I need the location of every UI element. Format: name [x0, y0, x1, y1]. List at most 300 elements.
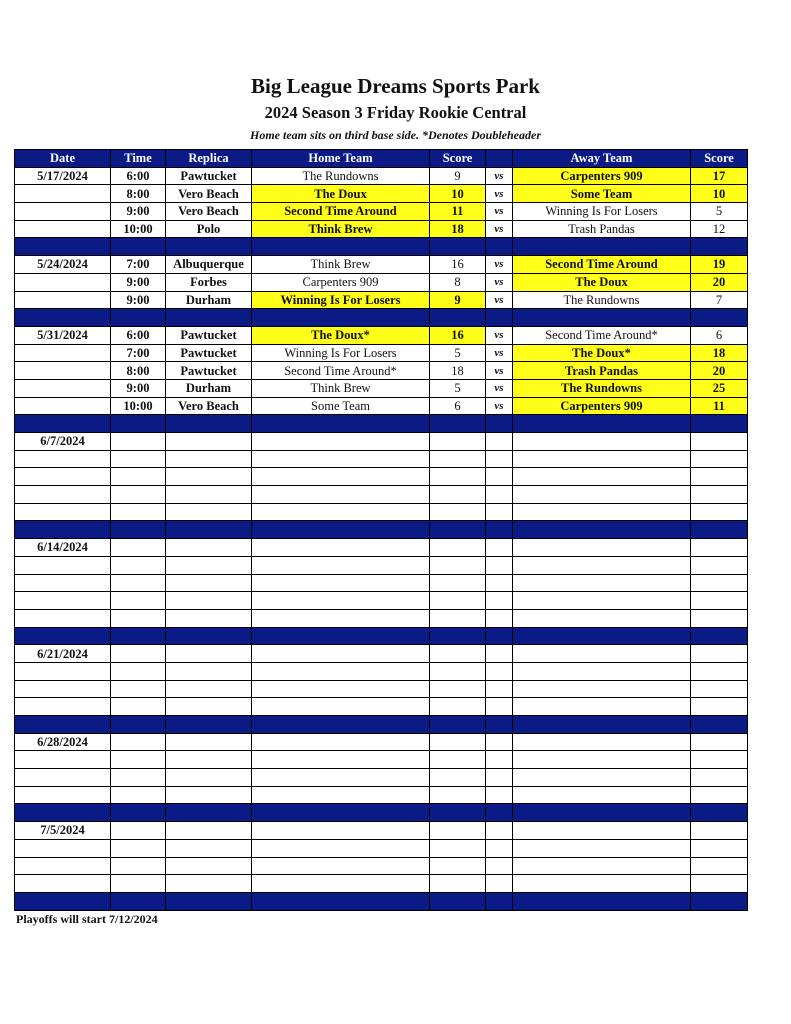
- time-cell: 6:00: [111, 326, 166, 344]
- divider-cell: [15, 716, 111, 734]
- vs-cell: vs: [486, 326, 513, 344]
- schedule-note: Home team sits on third base side. *Denotes Doubleheader: [250, 128, 541, 142]
- home-team-cell: [252, 468, 430, 486]
- table-row: [15, 769, 748, 787]
- away-score-cell: [691, 468, 748, 486]
- divider-cell: [252, 521, 430, 539]
- date-cell: [15, 362, 111, 380]
- date-cell: [15, 574, 111, 592]
- divider-cell: [486, 521, 513, 539]
- divider-cell: [430, 627, 486, 645]
- home-score-cell: [430, 822, 486, 840]
- divider-cell: [691, 804, 748, 822]
- divider-cell: [166, 627, 252, 645]
- divider-cell: [486, 892, 513, 910]
- replica-cell: [166, 769, 252, 787]
- time-cell: [111, 751, 166, 769]
- away-team-cell: Second Time Around: [513, 256, 691, 274]
- divider-cell: [111, 521, 166, 539]
- home-team-cell: Carpenters 909: [252, 273, 430, 291]
- away-score-cell: 17: [691, 167, 748, 185]
- week-divider-row: [15, 238, 748, 256]
- home-score-cell: 5: [430, 344, 486, 362]
- home-score-cell: [430, 733, 486, 751]
- table-row: [15, 433, 748, 451]
- divider-cell: [513, 892, 691, 910]
- home-team-cell: Think Brew: [252, 220, 430, 238]
- replica-cell: [166, 751, 252, 769]
- date-cell: [15, 875, 111, 893]
- vs-cell: [486, 574, 513, 592]
- divider-cell: [15, 627, 111, 645]
- date-cell: [15, 662, 111, 680]
- table-row: [15, 203, 748, 221]
- away-team-cell: The Rundowns: [513, 379, 691, 397]
- table-row: [15, 362, 748, 380]
- away-team-cell: [513, 769, 691, 787]
- time-cell: 7:00: [111, 344, 166, 362]
- home-team-cell: [252, 645, 430, 663]
- time-cell: [111, 486, 166, 504]
- home-team-cell: [252, 698, 430, 716]
- divider-cell: [166, 716, 252, 734]
- time-cell: 10:00: [111, 397, 166, 415]
- home-team-cell: [252, 733, 430, 751]
- page-subtitle: 2024 Season 3 Friday Rookie Central: [264, 103, 527, 122]
- home-score-cell: [430, 433, 486, 451]
- vs-cell: [486, 556, 513, 574]
- away-score-cell: [691, 539, 748, 557]
- home-team-cell: Think Brew: [252, 256, 430, 274]
- time-cell: [111, 769, 166, 787]
- replica-cell: Vero Beach: [166, 397, 252, 415]
- vs-cell: [486, 875, 513, 893]
- replica-cell: [166, 698, 252, 716]
- away-team-cell: [513, 450, 691, 468]
- col-away-score: Score: [691, 150, 748, 168]
- table-row: [15, 733, 748, 751]
- home-score-cell: 8: [430, 273, 486, 291]
- date-cell: 6/7/2024: [15, 433, 111, 451]
- date-cell: 7/5/2024: [15, 822, 111, 840]
- time-cell: [111, 839, 166, 857]
- table-row: [15, 273, 748, 291]
- divider-cell: [111, 309, 166, 327]
- week-divider-row: [15, 804, 748, 822]
- divider-cell: [166, 309, 252, 327]
- replica-cell: [166, 450, 252, 468]
- away-score-cell: 25: [691, 379, 748, 397]
- table-row: [15, 662, 748, 680]
- replica-cell: [166, 662, 252, 680]
- replica-cell: [166, 609, 252, 627]
- away-score-cell: [691, 592, 748, 610]
- away-score-cell: [691, 751, 748, 769]
- vs-cell: [486, 769, 513, 787]
- replica-cell: [166, 857, 252, 875]
- away-team-cell: Carpenters 909: [513, 167, 691, 185]
- table-row: [15, 326, 748, 344]
- date-cell: [15, 344, 111, 362]
- home-team-cell: [252, 875, 430, 893]
- home-team-cell: [252, 539, 430, 557]
- table-row: [15, 344, 748, 362]
- replica-cell: [166, 822, 252, 840]
- week-divider-row: [15, 716, 748, 734]
- away-team-cell: [513, 751, 691, 769]
- vs-cell: [486, 645, 513, 663]
- away-team-cell: Winning Is For Losers: [513, 203, 691, 221]
- home-score-cell: [430, 662, 486, 680]
- home-score-cell: [430, 503, 486, 521]
- divider-cell: [486, 238, 513, 256]
- time-cell: [111, 662, 166, 680]
- vs-cell: [486, 468, 513, 486]
- time-cell: [111, 786, 166, 804]
- date-cell: [15, 203, 111, 221]
- home-team-cell: Winning Is For Losers: [252, 291, 430, 309]
- date-cell: [15, 468, 111, 486]
- table-row: [15, 822, 748, 840]
- table-row: [15, 185, 748, 203]
- time-cell: 7:00: [111, 256, 166, 274]
- home-score-cell: [430, 786, 486, 804]
- divider-cell: [513, 804, 691, 822]
- replica-cell: Forbes: [166, 273, 252, 291]
- divider-cell: [111, 716, 166, 734]
- home-team-cell: [252, 574, 430, 592]
- vs-cell: [486, 839, 513, 857]
- away-team-cell: Carpenters 909: [513, 397, 691, 415]
- home-score-cell: 11: [430, 203, 486, 221]
- table-row: [15, 786, 748, 804]
- home-score-cell: [430, 645, 486, 663]
- date-cell: [15, 273, 111, 291]
- vs-cell: [486, 698, 513, 716]
- replica-cell: Pawtucket: [166, 362, 252, 380]
- vs-cell: [486, 450, 513, 468]
- date-cell: [15, 291, 111, 309]
- away-team-cell: Trash Pandas: [513, 220, 691, 238]
- vs-cell: vs: [486, 344, 513, 362]
- divider-cell: [111, 804, 166, 822]
- divider-cell: [430, 716, 486, 734]
- home-team-cell: Some Team: [252, 397, 430, 415]
- away-score-cell: 10: [691, 185, 748, 203]
- divider-cell: [252, 238, 430, 256]
- schedule-table: [14, 149, 748, 911]
- time-cell: [111, 503, 166, 521]
- date-cell: 6/14/2024: [15, 539, 111, 557]
- divider-cell: [513, 309, 691, 327]
- divider-cell: [430, 238, 486, 256]
- home-team-cell: [252, 680, 430, 698]
- away-score-cell: 12: [691, 220, 748, 238]
- divider-cell: [15, 415, 111, 433]
- home-score-cell: 16: [430, 256, 486, 274]
- replica-cell: Pawtucket: [166, 167, 252, 185]
- date-cell: [15, 698, 111, 716]
- replica-cell: [166, 433, 252, 451]
- home-score-cell: 9: [430, 291, 486, 309]
- away-team-cell: [513, 839, 691, 857]
- away-score-cell: 5: [691, 203, 748, 221]
- divider-cell: [166, 521, 252, 539]
- table-row: [15, 556, 748, 574]
- away-score-cell: 6: [691, 326, 748, 344]
- time-cell: 8:00: [111, 185, 166, 203]
- divider-cell: [252, 804, 430, 822]
- replica-cell: Pawtucket: [166, 326, 252, 344]
- divider-cell: [513, 627, 691, 645]
- divider-cell: [486, 627, 513, 645]
- away-score-cell: [691, 680, 748, 698]
- divider-cell: [486, 716, 513, 734]
- home-score-cell: 9: [430, 167, 486, 185]
- date-cell: [15, 609, 111, 627]
- date-cell: [15, 592, 111, 610]
- replica-cell: [166, 556, 252, 574]
- date-cell: 5/31/2024: [15, 326, 111, 344]
- divider-cell: [486, 415, 513, 433]
- week-divider-row: [15, 521, 748, 539]
- away-team-cell: [513, 574, 691, 592]
- divider-cell: [486, 804, 513, 822]
- home-team-cell: [252, 786, 430, 804]
- time-cell: [111, 592, 166, 610]
- week-divider-row: [15, 309, 748, 327]
- away-score-cell: 20: [691, 362, 748, 380]
- date-cell: [15, 769, 111, 787]
- divider-cell: [513, 521, 691, 539]
- home-score-cell: [430, 450, 486, 468]
- home-team-cell: [252, 450, 430, 468]
- home-score-cell: [430, 680, 486, 698]
- divider-cell: [166, 892, 252, 910]
- replica-cell: [166, 839, 252, 857]
- away-score-cell: 11: [691, 397, 748, 415]
- date-cell: [15, 220, 111, 238]
- table-row: [15, 698, 748, 716]
- replica-cell: Vero Beach: [166, 185, 252, 203]
- time-cell: 10:00: [111, 220, 166, 238]
- away-score-cell: [691, 556, 748, 574]
- date-cell: 6/21/2024: [15, 645, 111, 663]
- divider-cell: [691, 521, 748, 539]
- table-row: [15, 256, 748, 274]
- table-row: [15, 645, 748, 663]
- divider-cell: [513, 716, 691, 734]
- home-team-cell: Think Brew: [252, 379, 430, 397]
- home-score-cell: [430, 751, 486, 769]
- time-cell: [111, 468, 166, 486]
- table-row: [15, 220, 748, 238]
- time-cell: 9:00: [111, 291, 166, 309]
- divider-cell: [430, 892, 486, 910]
- away-team-cell: [513, 592, 691, 610]
- time-cell: [111, 645, 166, 663]
- date-cell: [15, 556, 111, 574]
- date-cell: [15, 751, 111, 769]
- home-team-cell: [252, 592, 430, 610]
- away-score-cell: 18: [691, 344, 748, 362]
- divider-cell: [252, 309, 430, 327]
- home-score-cell: [430, 857, 486, 875]
- away-score-cell: [691, 574, 748, 592]
- away-score-cell: [691, 769, 748, 787]
- vs-cell: vs: [486, 203, 513, 221]
- away-score-cell: [691, 786, 748, 804]
- time-cell: [111, 609, 166, 627]
- away-team-cell: [513, 875, 691, 893]
- away-team-cell: The Doux*: [513, 344, 691, 362]
- divider-cell: [15, 892, 111, 910]
- vs-cell: [486, 857, 513, 875]
- table-row: [15, 839, 748, 857]
- away-score-cell: [691, 875, 748, 893]
- home-team-cell: [252, 822, 430, 840]
- home-score-cell: [430, 468, 486, 486]
- home-team-cell: Winning Is For Losers: [252, 344, 430, 362]
- replica-cell: Durham: [166, 291, 252, 309]
- date-cell: [15, 486, 111, 504]
- time-cell: [111, 875, 166, 893]
- vs-cell: [486, 680, 513, 698]
- replica-cell: [166, 574, 252, 592]
- date-cell: [15, 786, 111, 804]
- time-cell: [111, 822, 166, 840]
- date-cell: [15, 503, 111, 521]
- date-cell: 5/17/2024: [15, 167, 111, 185]
- vs-cell: [486, 539, 513, 557]
- divider-cell: [691, 238, 748, 256]
- table-row: [15, 592, 748, 610]
- date-cell: 6/28/2024: [15, 733, 111, 751]
- time-cell: [111, 539, 166, 557]
- replica-cell: [166, 875, 252, 893]
- table-row: [15, 680, 748, 698]
- home-team-cell: [252, 839, 430, 857]
- home-score-cell: [430, 875, 486, 893]
- away-score-cell: [691, 433, 748, 451]
- replica-cell: Durham: [166, 379, 252, 397]
- divider-cell: [513, 415, 691, 433]
- date-cell: 5/24/2024: [15, 256, 111, 274]
- col-home-team: Home Team: [252, 150, 430, 168]
- week-divider-row: [15, 892, 748, 910]
- replica-cell: Polo: [166, 220, 252, 238]
- time-cell: [111, 733, 166, 751]
- replica-cell: [166, 468, 252, 486]
- table-row: [15, 450, 748, 468]
- col-replica: Replica: [166, 150, 252, 168]
- divider-cell: [15, 804, 111, 822]
- vs-cell: [486, 733, 513, 751]
- replica-cell: Pawtucket: [166, 344, 252, 362]
- vs-cell: vs: [486, 220, 513, 238]
- table-row: [15, 875, 748, 893]
- home-score-cell: [430, 556, 486, 574]
- divider-cell: [691, 627, 748, 645]
- time-cell: 8:00: [111, 362, 166, 380]
- date-cell: [15, 397, 111, 415]
- col-time: Time: [111, 150, 166, 168]
- home-score-cell: [430, 539, 486, 557]
- vs-cell: [486, 503, 513, 521]
- table-row: [15, 397, 748, 415]
- home-team-cell: [252, 662, 430, 680]
- col-date: Date: [15, 150, 111, 168]
- home-score-cell: [430, 592, 486, 610]
- vs-cell: [486, 786, 513, 804]
- home-team-cell: [252, 751, 430, 769]
- time-cell: [111, 556, 166, 574]
- away-team-cell: [513, 503, 691, 521]
- away-score-cell: [691, 450, 748, 468]
- divider-cell: [166, 804, 252, 822]
- home-score-cell: 6: [430, 397, 486, 415]
- date-cell: [15, 857, 111, 875]
- away-team-cell: [513, 822, 691, 840]
- date-cell: [15, 680, 111, 698]
- time-cell: [111, 857, 166, 875]
- time-cell: 6:00: [111, 167, 166, 185]
- col-away-team: Away Team: [513, 150, 691, 168]
- vs-cell: [486, 662, 513, 680]
- home-score-cell: [430, 769, 486, 787]
- replica-cell: Vero Beach: [166, 203, 252, 221]
- away-score-cell: [691, 822, 748, 840]
- away-team-cell: [513, 662, 691, 680]
- vs-cell: vs: [486, 397, 513, 415]
- vs-cell: [486, 822, 513, 840]
- away-score-cell: [691, 839, 748, 857]
- away-score-cell: 19: [691, 256, 748, 274]
- away-team-cell: [513, 609, 691, 627]
- home-score-cell: 16: [430, 326, 486, 344]
- vs-cell: [486, 486, 513, 504]
- vs-cell: [486, 751, 513, 769]
- replica-cell: [166, 733, 252, 751]
- away-team-cell: Trash Pandas: [513, 362, 691, 380]
- replica-cell: [166, 486, 252, 504]
- home-team-cell: [252, 857, 430, 875]
- divider-cell: [691, 309, 748, 327]
- replica-cell: [166, 503, 252, 521]
- week-divider-row: [15, 415, 748, 433]
- divider-cell: [691, 716, 748, 734]
- replica-cell: [166, 539, 252, 557]
- page-title: Big League Dreams Sports Park: [251, 74, 540, 98]
- away-score-cell: [691, 857, 748, 875]
- home-team-cell: Second Time Around: [252, 203, 430, 221]
- away-team-cell: [513, 539, 691, 557]
- vs-cell: vs: [486, 256, 513, 274]
- home-team-cell: [252, 556, 430, 574]
- away-score-cell: 7: [691, 291, 748, 309]
- vs-cell: vs: [486, 362, 513, 380]
- divider-cell: [166, 415, 252, 433]
- vs-cell: [486, 609, 513, 627]
- col-home-score: Score: [430, 150, 486, 168]
- divider-cell: [430, 521, 486, 539]
- home-team-cell: The Doux*: [252, 326, 430, 344]
- away-score-cell: [691, 503, 748, 521]
- divider-cell: [166, 238, 252, 256]
- time-cell: [111, 450, 166, 468]
- home-team-cell: [252, 769, 430, 787]
- replica-cell: Albuquerque: [166, 256, 252, 274]
